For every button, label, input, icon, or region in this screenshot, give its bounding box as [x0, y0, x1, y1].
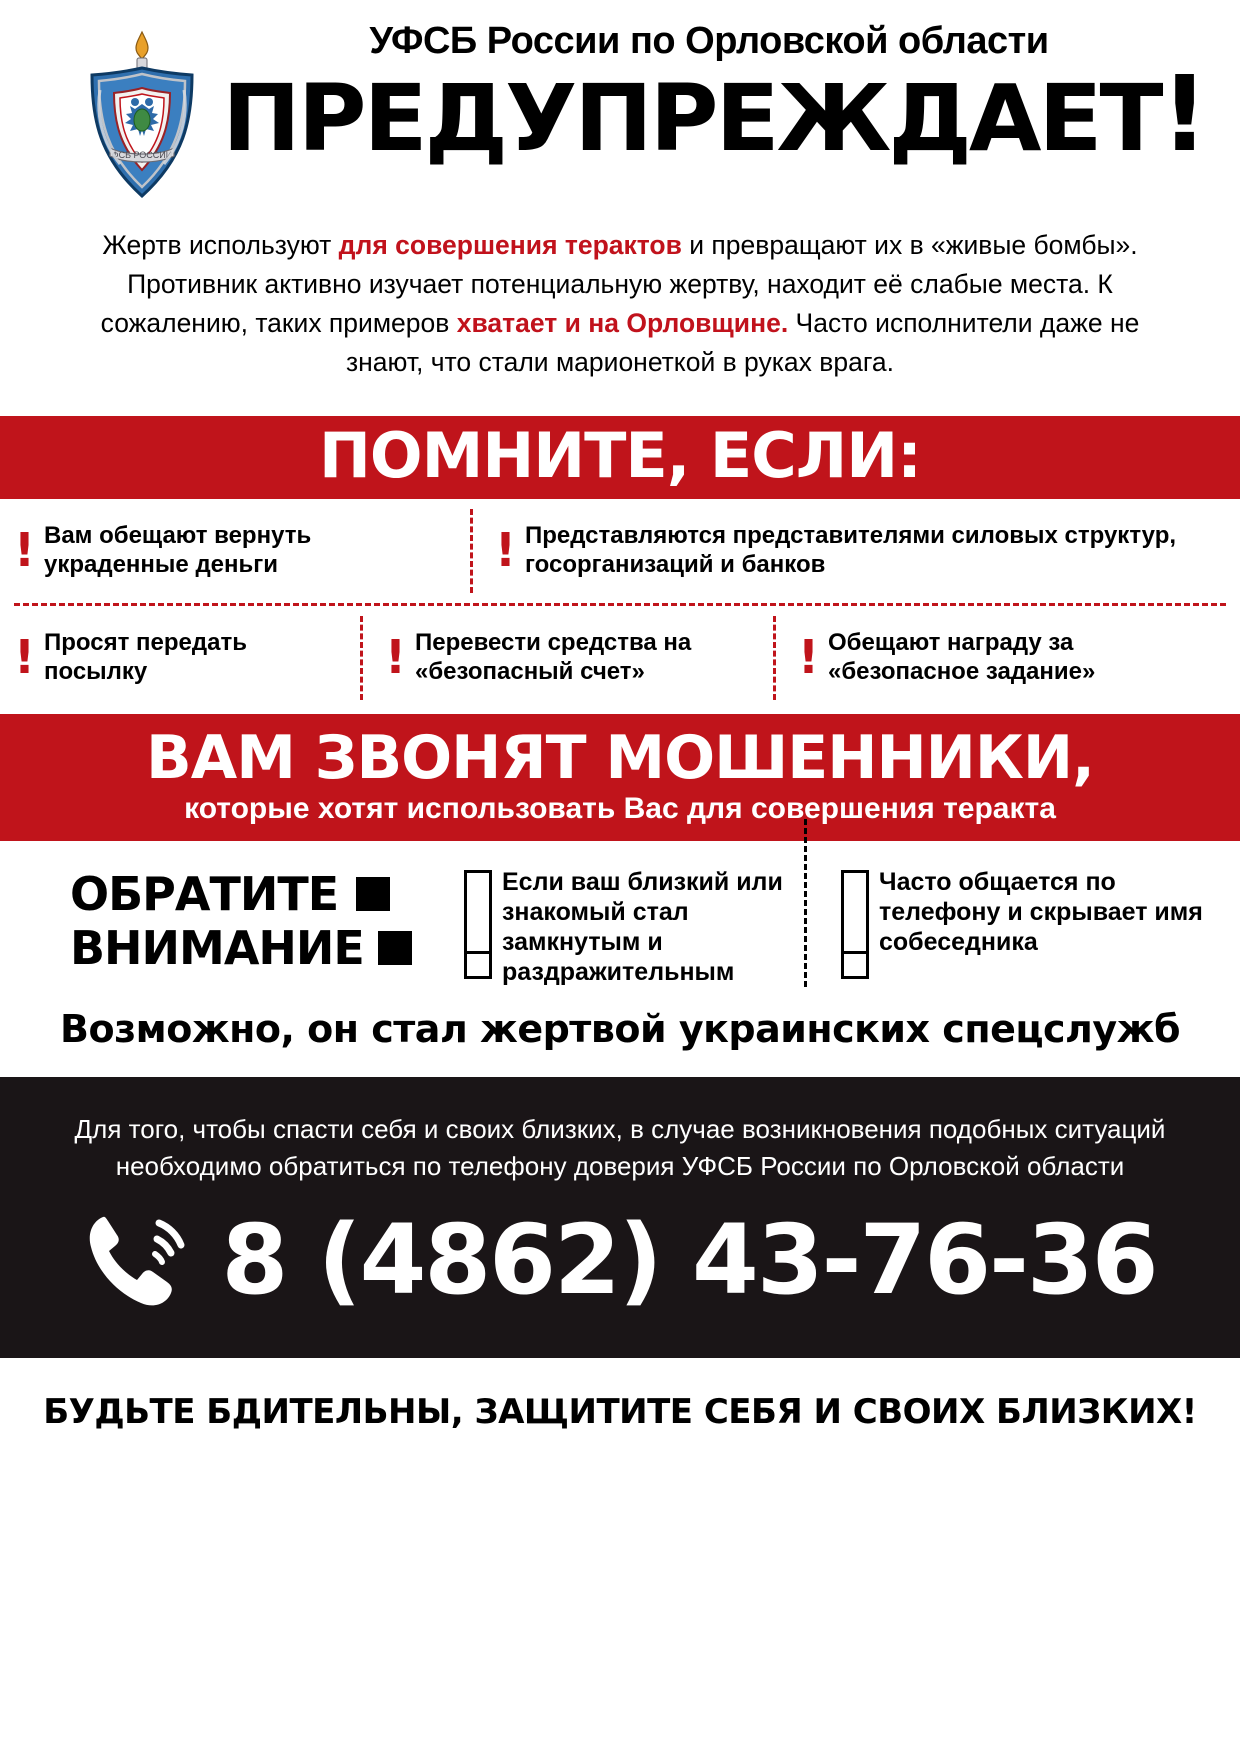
attention-footer-text: Возможно, он стал жертвой украинских спецслужб: [60, 1006, 1180, 1051]
attention-divider: [804, 819, 807, 987]
checkbox-icon: [841, 870, 869, 951]
sign-text: Вам обещают вернуть украденные деньги: [43, 522, 312, 578]
exclamation-icon: !: [14, 523, 35, 578]
header-text-block: [206, 20, 1206, 175]
intro-part-1: Жертв используют: [102, 230, 339, 260]
exclamation-icon: !: [14, 630, 35, 685]
svg-text:ФСБ РОССИИ: ФСБ РОССИИ: [111, 150, 173, 160]
checkbox-group-icon: [464, 867, 492, 979]
exclamation-icon: !: [385, 630, 406, 685]
intro-part-3: Часто исполнители даже не знают, что стали марионеткой в руках врага.: [346, 307, 1140, 377]
attention-label-line-1: [70, 867, 450, 921]
sign-text: Просят передать посылку: [43, 629, 247, 685]
sign-item: [473, 499, 1240, 603]
square-bullet-icon: [378, 931, 412, 965]
attention-label-text-2: ВНИМАНИЕ: [70, 921, 364, 976]
sign-item: [363, 606, 773, 710]
warning-exclamation: !: [1160, 52, 1206, 175]
phone-number[interactable]: 8 (4862) 43-76-36: [221, 1204, 1157, 1317]
attention-label-text-1: ОБРАТИТЕ: [70, 866, 339, 921]
intro-part-2: и превращают их в «живые бомбы». Противник активно изучает потенциальную жертву, находит её слабые места. К сожалению, таких примеров: [100, 230, 1138, 338]
sign-item: [0, 499, 470, 603]
contact-description: Для того, чтобы спасти себя и своих близких, в случае возникновения подобных ситуаций необходимо обратиться по телефону доверия УФСБ России по Орловской области: [74, 1113, 1166, 1181]
phone-call-icon: [83, 1209, 195, 1318]
fsb-emblem-icon: [78, 30, 206, 200]
warning-word: ПРЕДУПРЕЖДАЕТ: [222, 64, 1161, 172]
callers-band: [0, 714, 1240, 841]
attention-section: [0, 841, 1240, 987]
checkbox-icon: [464, 951, 492, 979]
signs-row-1: [0, 499, 1240, 603]
contact-section: [0, 1077, 1240, 1358]
checkbox-group-icon: [841, 867, 869, 979]
square-bullet-icon: [356, 877, 390, 911]
intro-highlight-1: для совершения терактов: [338, 230, 682, 260]
remember-band-title: ПОМНИТЕ, ЕСЛИ:: [319, 418, 921, 492]
intro-paragraph: [88, 226, 1152, 382]
poster-footer: БУДЬТЕ БДИТЕЛЬНЫ, ЗАЩИТИТЕ СЕБЯ И СВОИХ БЛИЗКИХ!: [43, 1391, 1197, 1432]
sign-item: [776, 606, 1240, 710]
organization-title: УФСБ России по Орловской области: [369, 20, 1049, 62]
signs-row-2: [0, 606, 1240, 710]
attention-label: [70, 867, 450, 976]
attention-item: [827, 867, 1204, 979]
warning-signs-section: [0, 499, 1240, 710]
checkbox-icon: [464, 870, 492, 951]
attention-item-text: Часто общается по телефону и скрывает имя собеседника: [879, 867, 1203, 956]
sign-text: Перевести средства на «безопасный счет»: [414, 629, 692, 685]
intro-highlight-2: хватает и на Орловщине.: [456, 307, 789, 338]
sign-text: Представляются представителями силовых структур, госорганизаций и банков: [524, 522, 1177, 578]
exclamation-icon: !: [495, 523, 516, 578]
warning-title: [218, 52, 1209, 175]
poster-header: [0, 0, 1240, 200]
checkbox-icon: [841, 951, 869, 979]
sign-text: Обещают награду за «безопасное задание»: [827, 629, 1096, 685]
sign-item: [0, 606, 360, 710]
attention-item-text: Если ваш близкий или знакомый стал замкнутым и раздражительным: [502, 867, 783, 986]
remember-band: [0, 416, 1240, 499]
callers-band-title: ВАМ ЗВОНЯТ МОШЕННИКИ,: [146, 722, 1094, 793]
callers-band-subtitle: которые хотят использовать Вас для совершения теракта: [184, 791, 1056, 825]
phone-row: [60, 1203, 1180, 1318]
attention-item: [450, 867, 794, 987]
exclamation-icon: !: [798, 630, 819, 685]
attention-label-line-2: [70, 921, 450, 975]
